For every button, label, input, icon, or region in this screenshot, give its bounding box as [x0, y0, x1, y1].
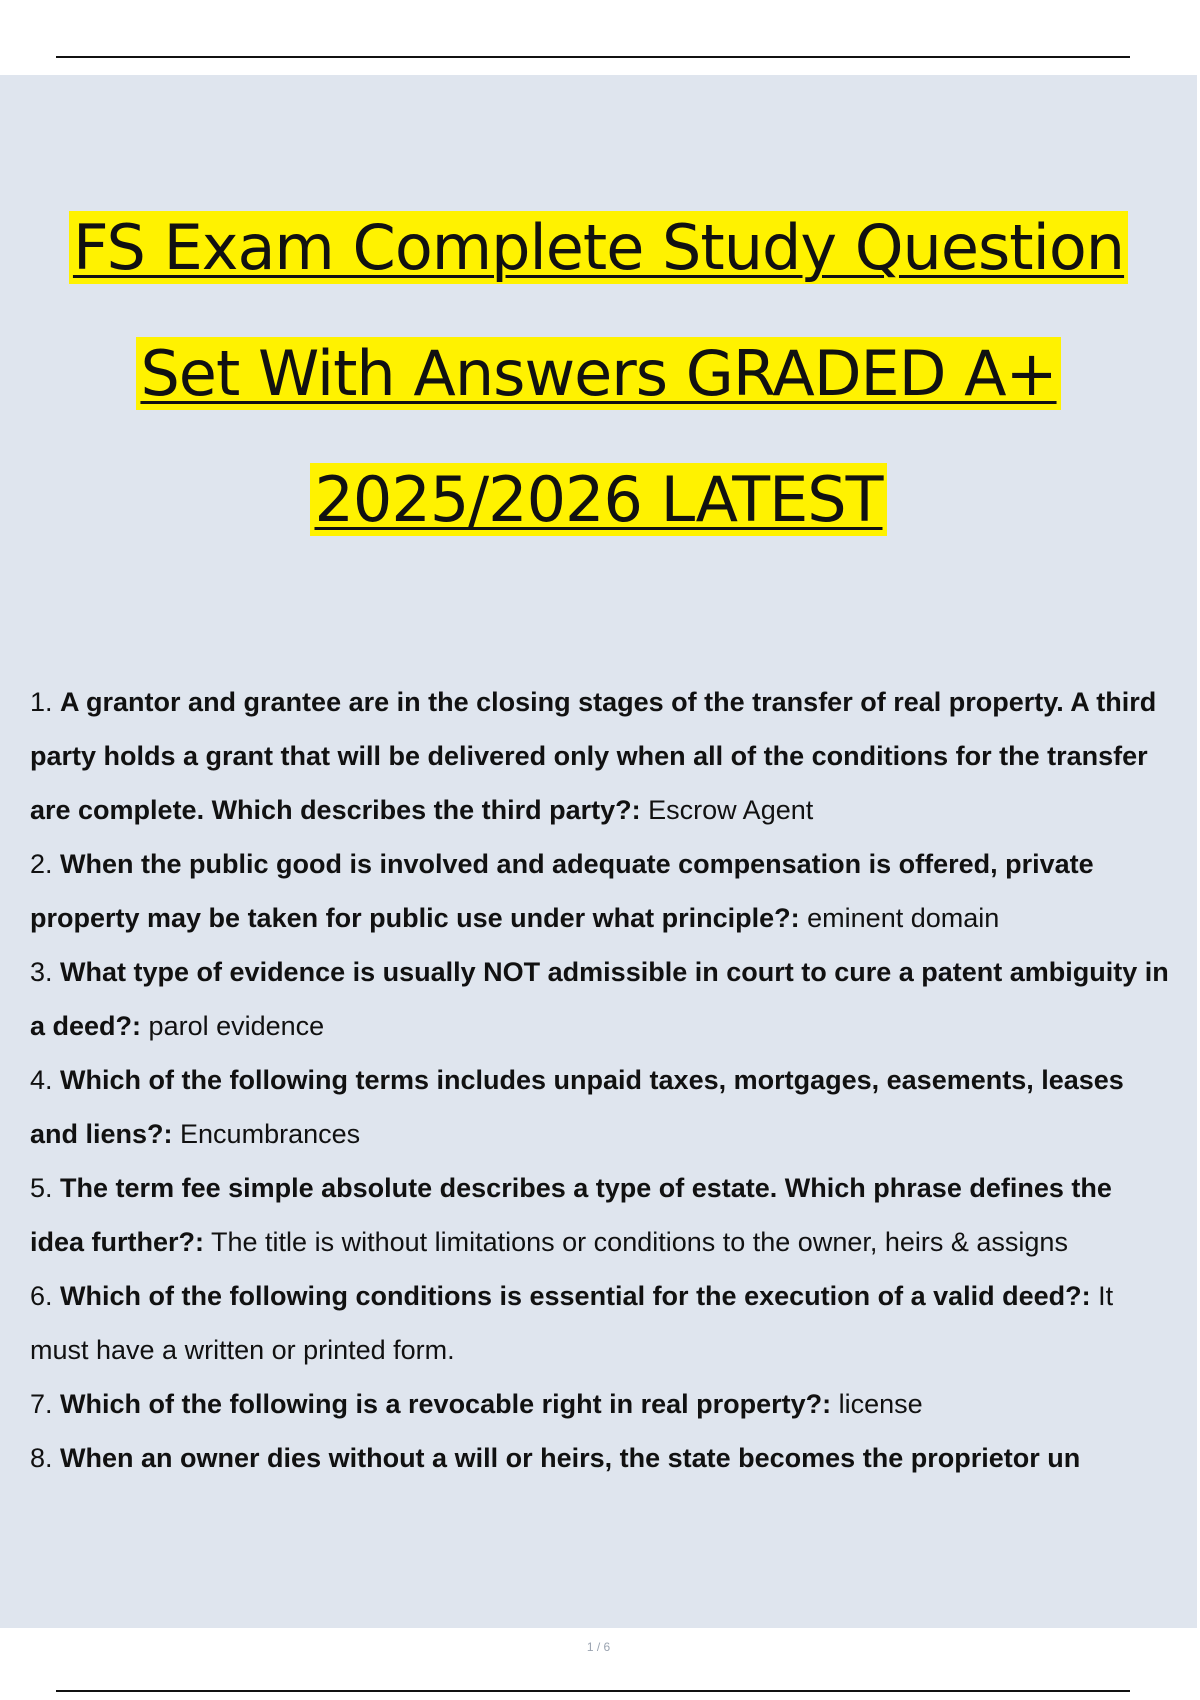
answer-text: parol evidence	[148, 1011, 325, 1041]
question-item-4	[30, 1053, 1170, 1161]
question-text: When an owner dies without a will or heirs, the state becomes the proprietor un	[60, 1443, 1081, 1473]
question-item-2	[30, 837, 1170, 945]
question-text: A grantor and grantee are in the closing stages of the transfer of real property. A third party holds a grant that will be delivered only when all of the conditions for the transfer are complete. Which describes the third party?:	[30, 687, 1157, 825]
answer-text: The title is without limitations or conditions to the owner, heirs & assigns	[211, 1227, 1068, 1257]
question-list	[30, 675, 1170, 1485]
question-number: 4.	[30, 1065, 53, 1095]
question-number: 6.	[30, 1281, 53, 1311]
question-number: 1.	[30, 687, 53, 717]
document-title	[0, 185, 1197, 563]
question-text: When the public good is involved and adequate compensation is offered, private property may be taken for public use under what principle?:	[30, 849, 1094, 933]
question-item-3	[30, 945, 1170, 1053]
question-item-6	[30, 1269, 1170, 1377]
title-line-1-text: FS Exam Complete Study Question	[69, 211, 1128, 284]
title-line-1	[0, 185, 1197, 311]
question-text: The term fee simple absolute describes a type of estate. Which phrase defines the idea further?:	[30, 1173, 1112, 1257]
answer-text: It must have a written or printed form.	[30, 1281, 1114, 1365]
answer-text: eminent domain	[807, 903, 1000, 933]
question-text: Which of the following is a revocable right in real property?:	[60, 1389, 832, 1419]
question-number: 5.	[30, 1173, 53, 1203]
question-text: Which of the following conditions is essential for the execution of a valid deed?:	[60, 1281, 1091, 1311]
bottom-rule	[56, 1690, 1130, 1692]
document-page	[0, 75, 1197, 1654]
question-item-1	[30, 675, 1170, 837]
question-item-5	[30, 1161, 1170, 1269]
question-number: 2.	[30, 849, 53, 879]
answer-text: Escrow Agent	[648, 795, 814, 825]
question-number: 3.	[30, 957, 53, 987]
title-line-3	[0, 437, 1197, 563]
answer-text: Encumbrances	[180, 1119, 361, 1149]
question-item-8	[30, 1431, 1170, 1485]
title-line-2	[0, 311, 1197, 437]
question-text: Which of the following terms includes unpaid taxes, mortgages, easements, leases and liens?:	[30, 1065, 1124, 1149]
question-text: What type of evidence is usually NOT admissible in court to cure a patent ambiguity in a deed?:	[30, 957, 1169, 1041]
question-item-7	[30, 1377, 1170, 1431]
top-rule	[56, 56, 1130, 58]
question-number: 7.	[30, 1389, 53, 1419]
question-number: 8.	[30, 1443, 53, 1473]
page-number: 1 / 6	[586, 1640, 611, 1654]
title-line-3-text: 2025/2026 LATEST	[310, 463, 886, 536]
answer-text: license	[838, 1389, 923, 1419]
title-line-2-text: Set With Answers GRADED A+	[136, 337, 1060, 410]
